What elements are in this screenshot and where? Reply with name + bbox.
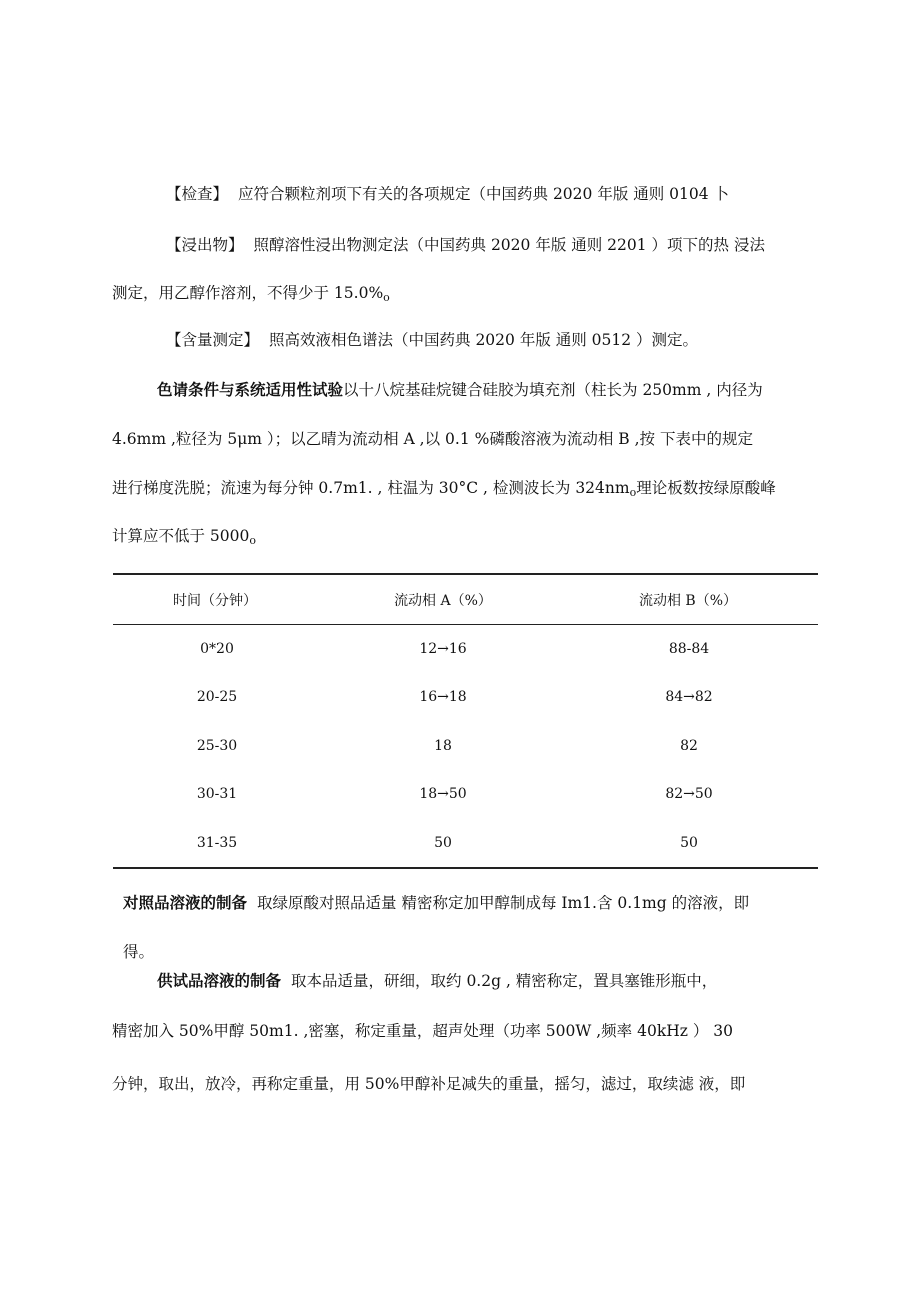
extract-heading: 【浸出物】 xyxy=(166,236,244,254)
inspection-text: 应符合颗粒剂项下有关的各项规定（中国药典 2020 年版 通则 0104 卜 xyxy=(238,185,730,203)
table-cell: 18→50 xyxy=(419,786,467,802)
test-solution-heading: 供试品溶液的制备 xyxy=(157,971,282,990)
chromatography-paragraph: 色请条件与系统适用性试验以十八烷基硅烷键合硅胶为填充剂（柱长为 250mm , 内径为 xyxy=(157,380,763,399)
test-solution-line3: 分钟，取出，放冷，再称定重量，用 50%甲醇补足减失的重量，摇匀，滤过，取续滤 液，即 xyxy=(112,1075,746,1093)
table-cell: 82→50 xyxy=(665,786,713,802)
chromatography-line4: 计算应不低于 $5000_o$ xyxy=(112,527,256,547)
table-cell: 20-25 xyxy=(196,689,238,705)
table-header-time: 时间（分钟） xyxy=(173,593,257,609)
table-header-rule xyxy=(113,624,818,625)
reference-solution-heading: 对照品溶液的制备 xyxy=(123,893,248,912)
table-cell: 84→82 xyxy=(665,689,713,705)
extract-paragraph xyxy=(166,234,765,256)
table-cell: 18 xyxy=(434,738,452,754)
gradient-table xyxy=(113,573,818,869)
table-cell: 50 xyxy=(434,835,452,851)
test-solution-line2: 精密加入 50%甲醇 50m1. ,密塞，称定重量，超声处理（功率 500W ,频率 40kHz ） 30 xyxy=(112,1022,733,1040)
chromatography-line2: 4.6mm ,粒径为 5μm ）；以乙晴为流动相 A ,以 0.1 %磷酸溶液为流动相 B ,按 下表中的规定 xyxy=(112,430,753,448)
assay-text: 照高效液相色谱法（中国药典 2020 年版 通则 0512 ）测定。 xyxy=(269,331,699,349)
assay-paragraph xyxy=(166,329,698,351)
table-cell: 25-30 xyxy=(196,738,238,754)
table-cell: 12→16 xyxy=(419,641,467,657)
table-header-phase-b: 流动相 B（%） xyxy=(638,593,738,609)
test-solution-paragraph: 供试品溶液的制备 取本品适量，研细，取约 0.2g , 精密称定，置具塞锥形瓶中， xyxy=(157,971,718,990)
table-cell: 82 xyxy=(680,738,698,754)
table-bottom-rule xyxy=(113,867,818,869)
table-cell: 88-84 xyxy=(668,641,710,657)
table-cell: 31-35 xyxy=(196,835,238,851)
table-cell: 0*20 xyxy=(200,641,234,657)
inspection-paragraph xyxy=(166,183,729,205)
reference-solution-line2: 得。 xyxy=(123,943,155,961)
table-cell: 30-31 xyxy=(196,786,238,802)
table-cell: 50 xyxy=(680,835,698,851)
table-header-phase-a: 流动相 A（%） xyxy=(394,593,492,609)
extract-paragraph-line2: 测定，用乙醇作溶剂，不得少于 $15.0\%_o$ xyxy=(112,284,390,304)
assay-heading: 【含量测定】 xyxy=(166,331,260,349)
chromatography-heading: 色请条件与系统适用性试验 xyxy=(157,380,344,399)
reference-solution-paragraph: 对照品溶液的制备 取绿原酸对照品适量 精密称定加甲醇制成每 Im1.含 0.1mg 的溶液，即 xyxy=(123,893,750,912)
table-top-rule xyxy=(113,573,818,575)
extract-text: 照醇溶性浸出物测定法（中国药典 2020 年版 通则 2201 ）项下的热 浸法 xyxy=(253,236,765,254)
inspection-heading: 【检查】 xyxy=(166,185,229,203)
chromatography-line3: 进行梯度洗脱；流速为每分钟 0.7m1. , 柱温为 30°C , 检测波长为 $324nm_o$理论板数按绿原酸峰 xyxy=(112,479,776,499)
table-cell: 16→18 xyxy=(419,689,467,705)
